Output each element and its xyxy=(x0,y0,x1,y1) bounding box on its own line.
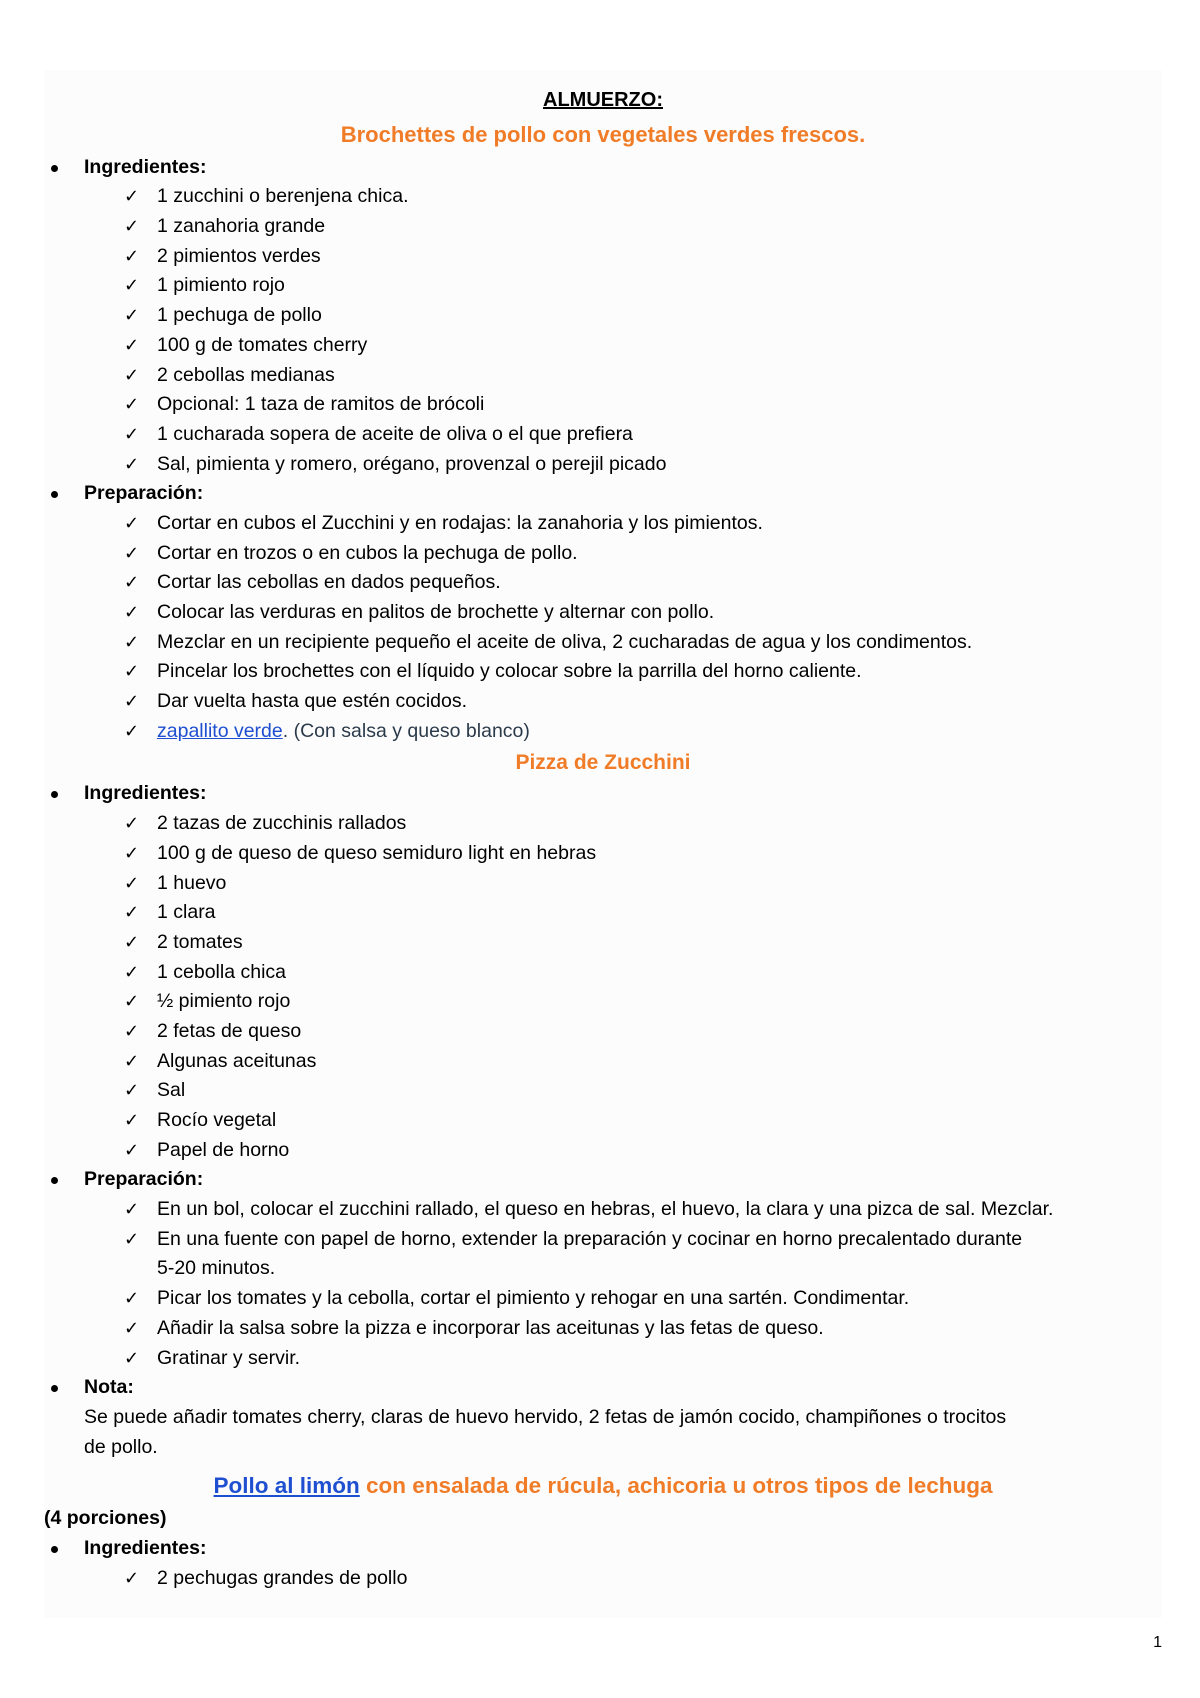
check-icon: ✓ xyxy=(124,902,140,923)
step-item: ✓ Mezclar en un recipiente pequeño el aceite de oliva, 2 cucharadas de agua y los condimentos. xyxy=(44,628,1162,658)
check-icon: ✓ xyxy=(124,216,140,237)
ingredient-item: ✓ Rocío vegetal xyxy=(44,1106,1162,1136)
ingredient-item: ✓ 1 pimiento rojo xyxy=(44,271,1162,301)
note-text-line: de pollo. xyxy=(84,1435,158,1458)
steps-list-pizza xyxy=(44,1195,1162,1373)
check-icon: ✓ xyxy=(124,394,140,415)
check-icon: ✓ xyxy=(124,691,140,712)
step-item: ✓ Cortar en trozos o en cubos la pechuga de pollo. xyxy=(44,539,1162,569)
steps-list-brochettes xyxy=(44,509,1162,747)
recipe-title-pollo-limon: Pollo al limón con ensalada de rúcula, achicoria u otros tipos de lechuga xyxy=(213,1473,993,1499)
check-icon: ✓ xyxy=(124,813,140,834)
step-item: ✓ Cortar las cebollas en dados pequeños. xyxy=(44,568,1162,598)
check-icon: ✓ xyxy=(124,275,140,296)
ingredients-list-brochettes xyxy=(44,182,1162,479)
check-icon: ✓ xyxy=(124,423,140,444)
ingredient-item: ✓ Sal, pimienta y romero, orégano, provenzal o perejil picado xyxy=(44,450,1162,480)
check-icon: ✓ xyxy=(124,364,140,385)
step-item: ✓ Cortar en cubos el Zucchini y en rodajas: la zanahoria y los pimientos. xyxy=(44,509,1162,539)
section-title: ALMUERZO: xyxy=(543,89,663,111)
check-icon: ✓ xyxy=(124,1139,140,1160)
check-icon: ✓ xyxy=(124,1288,140,1309)
check-icon: ✓ xyxy=(124,512,140,533)
portions-label: (4 porciones) xyxy=(44,1507,167,1530)
ingredient-item: ✓ Sal xyxy=(44,1076,1162,1106)
ingredient-item: ✓ 1 cebolla chica xyxy=(44,958,1162,988)
step-item: ✓ Picar los tomates y la cebolla, cortar el pimiento y rehogar en una sartén. Condimentar. xyxy=(44,1284,1162,1314)
ingredient-item: ✓ 2 cebollas medianas xyxy=(44,361,1162,391)
preparation-heading: Preparación: xyxy=(44,1165,1162,1195)
ingredient-item: ✓ Papel de horno xyxy=(44,1136,1162,1166)
step-item: ✓ Colocar las verduras en palitos de brochette y alternar con pollo. xyxy=(44,598,1162,628)
check-icon: ✓ xyxy=(124,961,140,982)
ingredient-item: ✓ 1 clara xyxy=(44,898,1162,928)
check-icon: ✓ xyxy=(124,1228,140,1249)
ingredient-item: ✓ 2 pimientos verdes xyxy=(44,242,1162,272)
check-icon: ✓ xyxy=(124,631,140,652)
ingredient-item: ✓ 1 zanahoria grande xyxy=(44,212,1162,242)
ingredient-item: ✓ ½ pimiento rojo xyxy=(44,987,1162,1017)
step-item: ✓ En una fuente con papel de horno, extender la preparación y cocinar en horno precalentado durante xyxy=(44,1225,1162,1255)
preparation-heading: Preparación: xyxy=(44,479,1162,509)
check-icon: ✓ xyxy=(124,542,140,563)
step-item-continuation: 5-20 minutos. xyxy=(157,1257,276,1280)
step-item-link: ✓ zapallito verde. (Con salsa y queso blanco) xyxy=(44,717,1162,747)
ingredient-item: ✓ 2 tomates xyxy=(44,928,1162,958)
check-icon: ✓ xyxy=(124,1317,140,1338)
check-icon: ✓ xyxy=(124,305,140,326)
ingredients-heading: Ingredientes: xyxy=(44,153,1162,183)
step-item: ✓ Gratinar y servir. xyxy=(44,1344,1162,1374)
step-item: ✓ Añadir la salsa sobre la pizza e incorporar las aceitunas y las fetas de queso. xyxy=(44,1314,1162,1344)
ingredient-item: ✓ 2 tazas de zucchinis rallados xyxy=(44,809,1162,839)
check-icon: ✓ xyxy=(124,991,140,1012)
ingredients-list-pizza xyxy=(44,809,1162,1165)
recipe-title-pizza: Pizza de Zucchini xyxy=(515,751,691,775)
pollo-al-limon-link[interactable]: Pollo al limón xyxy=(213,1473,360,1499)
check-icon: ✓ xyxy=(124,1080,140,1101)
recipe-title-brochettes: Brochettes de pollo con vegetales verdes frescos. xyxy=(340,121,866,147)
ingredient-item: ✓ 100 g de tomates cherry xyxy=(44,331,1162,361)
page-number: 1 xyxy=(1153,1634,1162,1651)
check-icon: ✓ xyxy=(124,1050,140,1071)
ingredient-item: ✓ 2 pechugas grandes de pollo xyxy=(44,1564,1162,1594)
check-icon: ✓ xyxy=(124,1020,140,1041)
check-icon: ✓ xyxy=(124,1199,140,1220)
ingredient-item: ✓ Algunas aceitunas xyxy=(44,1047,1162,1077)
ingredients-heading: Ingredientes: xyxy=(44,1534,1162,1564)
ingredient-item: ✓ 1 pechuga de pollo xyxy=(44,301,1162,331)
document-content xyxy=(44,86,1162,1593)
check-icon: ✓ xyxy=(124,931,140,952)
check-icon: ✓ xyxy=(124,572,140,593)
ingredient-item: ✓ 100 g de queso de queso semiduro light en hebras xyxy=(44,839,1162,869)
ingredients-heading: Ingredientes: xyxy=(44,779,1162,809)
ingredient-item: ✓ 1 huevo xyxy=(44,869,1162,899)
step-item: ✓ En un bol, colocar el zucchini rallado, el queso en hebras, el huevo, la clara y una pizca de sal. Mezclar. xyxy=(44,1195,1162,1225)
check-icon: ✓ xyxy=(124,1567,140,1588)
note-heading: Nota: xyxy=(44,1373,1162,1403)
step-item: ✓ Pincelar los brochettes con el líquido y colocar sobre la parrilla del horno caliente. xyxy=(44,657,1162,687)
ingredient-item: ✓ Opcional: 1 taza de ramitos de brócoli xyxy=(44,390,1162,420)
check-icon: ✓ xyxy=(124,186,140,207)
ingredient-item: ✓ 2 fetas de queso xyxy=(44,1017,1162,1047)
ingredient-item: ✓ 1 zucchini o berenjena chica. xyxy=(44,182,1162,212)
check-icon: ✓ xyxy=(124,720,140,741)
ingredient-item: ✓ 1 cucharada sopera de aceite de oliva o el que prefiera xyxy=(44,420,1162,450)
check-icon: ✓ xyxy=(124,1347,140,1368)
check-icon: ✓ xyxy=(124,334,140,355)
check-icon: ✓ xyxy=(124,245,140,266)
zapallito-verde-link[interactable]: zapallito verde xyxy=(157,719,283,742)
note-text-line: Se puede añadir tomates cherry, claras de huevo hervido, 2 fetas de jamón cocido, champiñones o trocitos xyxy=(84,1405,1007,1428)
step-item: ✓ Dar vuelta hasta que estén cocidos. xyxy=(44,687,1162,717)
check-icon: ✓ xyxy=(124,661,140,682)
check-icon: ✓ xyxy=(124,1110,140,1130)
check-icon: ✓ xyxy=(124,602,140,622)
check-icon: ✓ xyxy=(124,872,140,893)
check-icon: ✓ xyxy=(124,842,140,863)
check-icon: ✓ xyxy=(124,453,140,474)
